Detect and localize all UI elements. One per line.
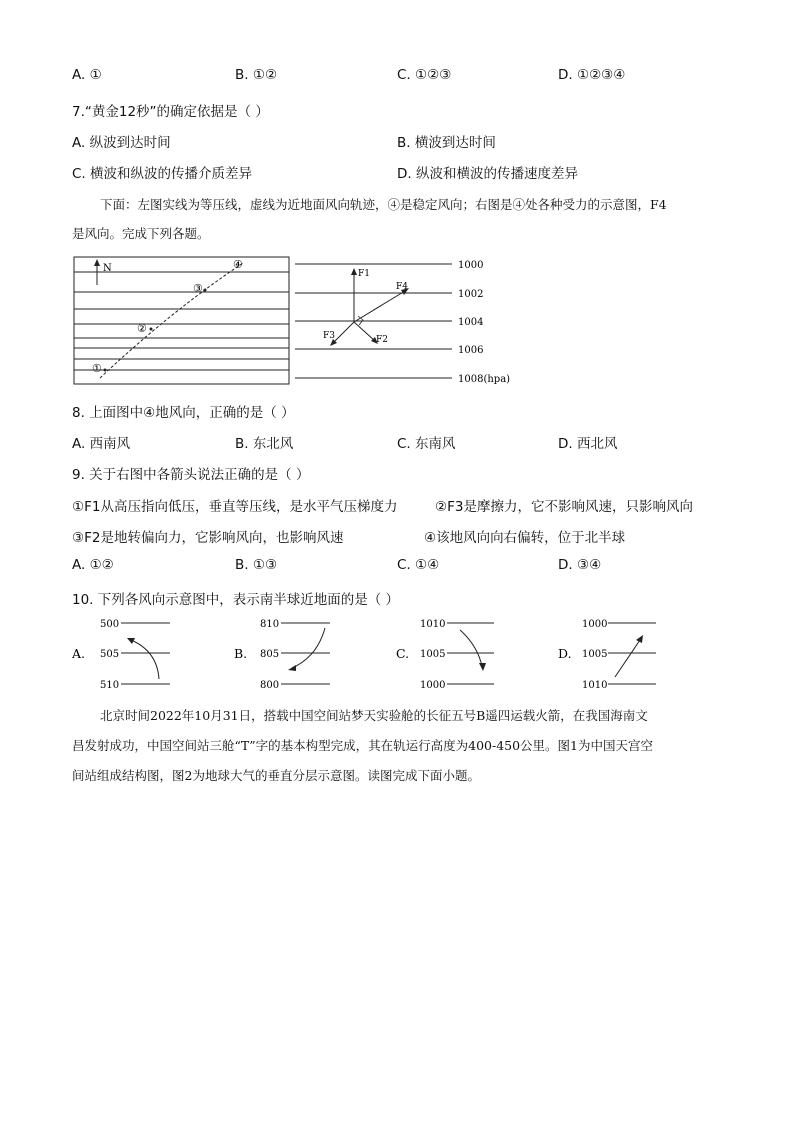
q10-diagram-c xyxy=(396,619,494,691)
q10-b-label-bot: 800 xyxy=(260,680,280,691)
q9-option-c: C. ①④ xyxy=(397,557,440,573)
q8-option-c: C. 东南风 xyxy=(397,436,456,452)
q10-d-label-top: 1000 xyxy=(582,619,608,630)
f2-label: F2 xyxy=(376,335,388,345)
q10-a-arrow xyxy=(131,640,159,679)
intro2-line2: 昌发射成功，中国空间站三舱“T”字的基本构型完成，其在轨运行高度为400-450公里。图1为中国天宫空 xyxy=(72,738,654,753)
intro1-line2: 是风向。完成下列各题。 xyxy=(72,226,210,241)
q10-b-letter: B. xyxy=(234,646,248,661)
q7-option-b: B. 横波到达时间 xyxy=(397,135,496,151)
q10-a-letter: A. xyxy=(72,646,86,661)
left-isobar-diagram xyxy=(74,257,289,384)
q8-stem: 8. 上面图中④地风向，正确的是（ ） xyxy=(72,405,295,421)
q10-d-label-bot: 1010 xyxy=(582,680,608,691)
q10-c-label-bot: 1000 xyxy=(420,680,446,691)
q6-option-a: A. ① xyxy=(72,67,102,83)
q8-option-d: D. 西北风 xyxy=(558,436,618,452)
q10-d-label-mid: 1005 xyxy=(582,649,608,660)
q10-c-arrow xyxy=(460,630,482,666)
f4-label: F4 xyxy=(396,282,408,292)
q10-c-label-mid: 1005 xyxy=(420,649,446,660)
f1-label: F1 xyxy=(358,269,370,279)
q7-option-d: D. 纵波和横波的传播速度差异 xyxy=(397,166,578,182)
q10-c-label-top: 1010 xyxy=(420,619,446,630)
q9-statement-1: ①F1从高压指向低压，垂直等压线，是水平气压梯度力 xyxy=(72,499,398,515)
isobar-label-1004: 1004 xyxy=(458,317,484,328)
right-force-diagram xyxy=(295,260,510,385)
f1-arrow xyxy=(351,268,357,322)
q10-d-arrow xyxy=(615,640,640,677)
q10-stem: 10. 下列各风向示意图中，表示南半球近地面的是（ ） xyxy=(72,592,400,608)
q9-statement-2: ②F3是摩擦力，它不影响风速，只影响风向 xyxy=(435,499,693,515)
point-1: ① xyxy=(92,362,102,375)
intro2-line1: 北京时间2022年10月31日，搭载中国空间站梦天实验舱的长征五号B遥四运载火箭，在我国海南文 xyxy=(100,708,648,723)
wind-trajectory xyxy=(100,263,243,378)
isobar-label-1002: 1002 xyxy=(458,289,484,300)
q10-a-label-top: 500 xyxy=(100,619,120,630)
isobar-label-1008: 1008(hpa) xyxy=(458,374,511,385)
q9-statement-3: ③F2是地转偏向力，它影响风向，也影响风速 xyxy=(72,530,344,546)
q7-option-c: C. 横波和纵波的传播介质差异 xyxy=(72,166,253,182)
q7-option-a: A. 纵波到达时间 xyxy=(72,135,171,151)
q9-stem: 9. 关于右图中各箭头说法正确的是（ ） xyxy=(72,467,310,483)
intro2-line3: 间站组成结构图，图2为地球大气的垂直分层示意图。读图完成下面小题。 xyxy=(72,768,480,783)
q6-option-b: B. ①② xyxy=(235,67,278,83)
q10-b-arrow xyxy=(292,628,325,668)
q10-diagram-a xyxy=(71,619,170,691)
north-label: N xyxy=(103,263,112,274)
q10-b-label-top: 810 xyxy=(260,619,280,630)
q9-option-b: B. ①③ xyxy=(235,557,278,573)
f3-label: F3 xyxy=(323,331,335,341)
q10-b-label-mid: 805 xyxy=(260,649,280,660)
isobar-label-1000: 1000 xyxy=(458,260,484,271)
figure-isobar-wind xyxy=(0,0,794,400)
q10-a-label-bot: 510 xyxy=(100,680,120,691)
q7-stem: 7.“黄金12秒”的确定依据是（ ） xyxy=(72,104,269,120)
intro1-line1: 下面：左图实线为等压线，虚线为近地面风向轨迹，④是稳定风向；右图是④处各种受力的示意图，F4 xyxy=(100,197,667,212)
isobar-label-1006: 1006 xyxy=(458,345,484,356)
point-4: ④ xyxy=(233,258,243,271)
q9-option-d: D. ③④ xyxy=(558,557,602,573)
q10-a-label-mid: 505 xyxy=(100,649,120,660)
q10-d-letter: D. xyxy=(558,646,572,661)
q8-option-a: A. 西南风 xyxy=(72,436,131,452)
q10-diagram-d xyxy=(558,619,656,691)
f2-arrow xyxy=(354,322,378,344)
q10-wind-diagrams xyxy=(0,600,794,700)
q6-option-c: C. ①②③ xyxy=(397,67,452,83)
point-3: ③ xyxy=(193,282,203,295)
q10-c-letter: C. xyxy=(396,646,410,661)
q9-statement-4: ④该地风向向右偏转，位于北半球 xyxy=(424,530,626,546)
point-2: ② xyxy=(137,322,147,335)
q10-diagram-b xyxy=(234,619,330,691)
q8-option-b: B. 东北风 xyxy=(235,436,294,452)
q9-option-a: A. ①② xyxy=(72,557,114,573)
q6-option-d: D. ①②③④ xyxy=(558,67,626,83)
